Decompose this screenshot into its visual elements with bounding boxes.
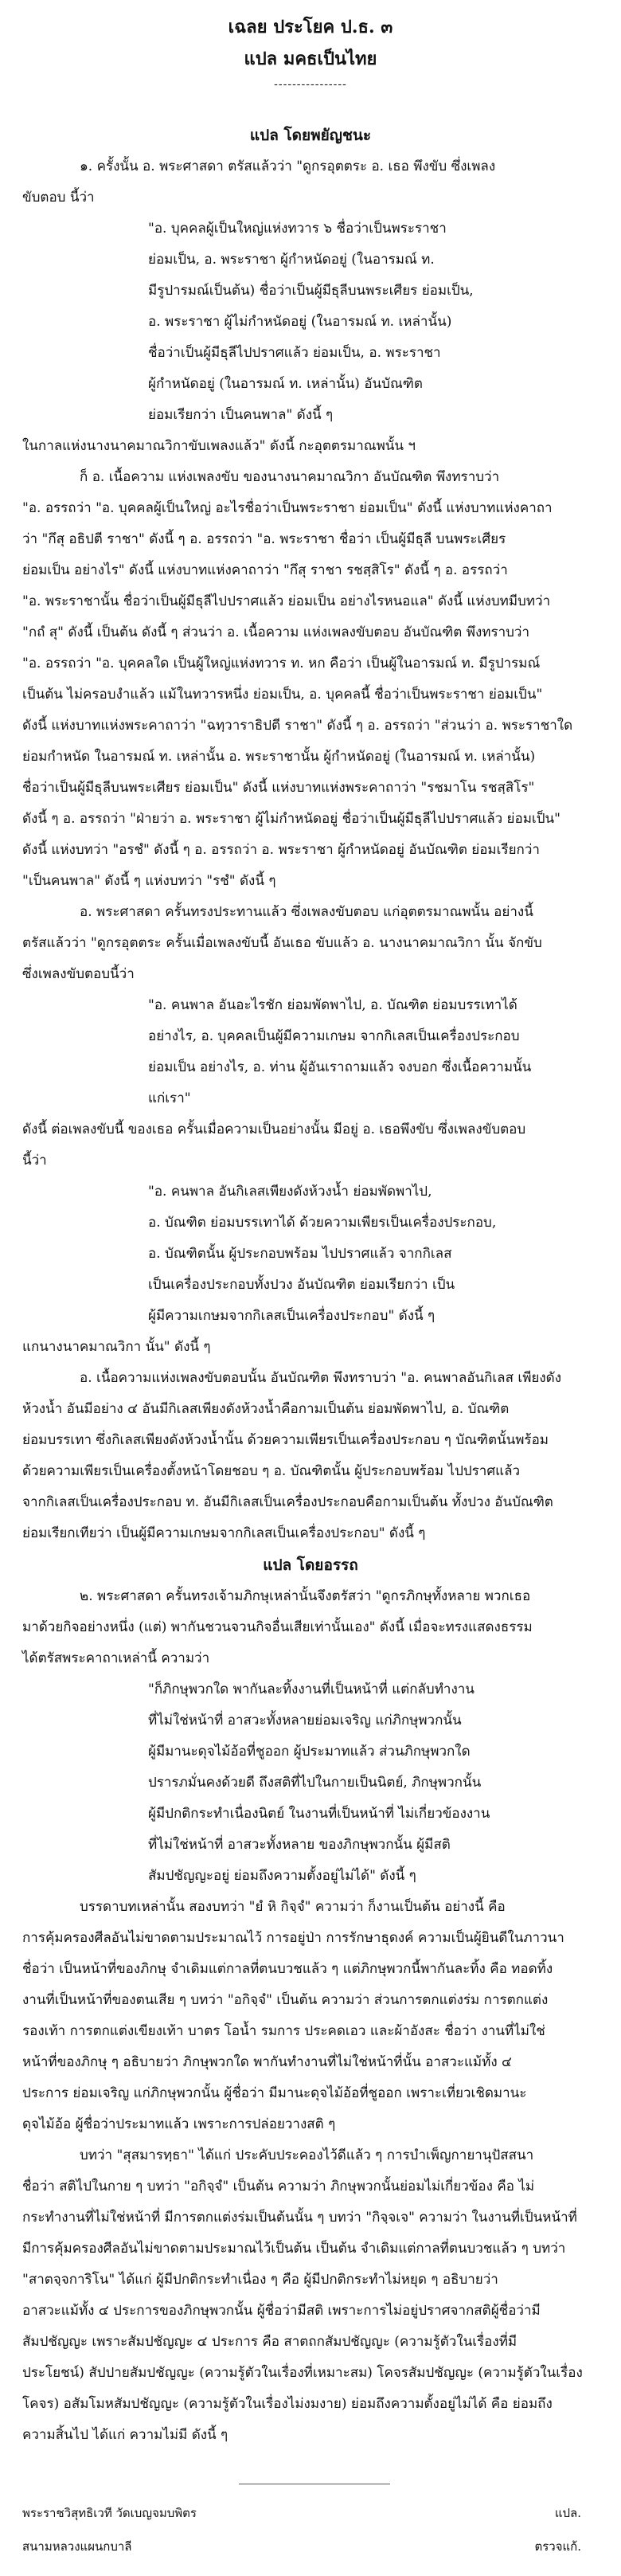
meaning-text-line: มีการคุ้มครองศีลอันไม่ขาดตามประมาณไว้เป็นต้น เป็นต้น จำเดิมแต่กาลที่ตนบวชแล้ว ๆ บทว่า <box>22 2241 566 2257</box>
literal-text-line: "เป็นคนพาล" ดังนี้ ๆ แห่งบทว่า "รชํ" ดังนี้ ๆ <box>22 873 276 889</box>
meaning-text-line: โคจร) อสัมโมหสัมปชัญญะ (ความรู้ตัวในเรื่องไม่งมงาย) ย่อมถึงความตั้งอยู่ไม่ได้ คือ ย่อมถึง <box>22 2396 553 2412</box>
literal-text-line: อ. พระศาสดา ครั้นทรงประทานแล้ว ซึ่งเพลงขับตอบ แก่อุตตรมาณพนั้น อย่างนี้ <box>80 904 533 920</box>
literal-text-line: ก็ อ. เนื้อความ แห่งเพลงขับ ของนางนาคมาณวิกา อันบัณฑิต พึงทราบว่า <box>80 469 500 485</box>
literal-text-line: "อ. อรรถว่า "อ. บุคคลใด เป็นผู้ใหญ่แห่งทวาร ท. หก คือว่า เป็นผู้ในอารมณ์ ท. มีรูปารมณ์ <box>22 656 541 671</box>
section-title-meaning: แปล โดยอรรถ <box>263 1556 358 1574</box>
literal-text-line: ชื่อว่าเป็นผู้มีธุลีไปปราศแล้ว ย่อมเป็น, อ. พระราชา <box>148 345 441 361</box>
page-subtitle: แปล มคธเป็นไทย <box>244 49 377 69</box>
section-title-literal: แปล โดยพยัญชนะ <box>249 127 372 144</box>
header <box>0 11 621 94</box>
meaning-text-line: รองเท้า การตกแต่งเขียงเท้า บาตร โอน้ำ รมการ ประคดเอว และผ้าอังสะ ชื่อว่า งานที่ไม่ใช่ <box>22 2023 545 2039</box>
meaning-text-line: ชื่อว่า สติไปในกาย ๆ บทว่า "อกิจฺจํ" เป็นต้น ความว่า ภิกษุพวกนั้นย่อมไม่เกี่ยวข้อง คือ ไม่ <box>22 2179 535 2194</box>
meaning-text-line: ที่ไม่ใช่หน้าที่ อาสวะทั้งหลาย ของภิกษุพวกนั้น ผู้มีสติ <box>148 1837 451 1853</box>
literal-text-line: ห้วงน้ำ อันมีอย่าง ๔ อันมีกิเลสเพียงดังห้วงน้ำคือกามเป็นต้น ย่อมพัดพาไป, อ. บัณฑิต <box>22 1401 510 1417</box>
meaning-text-line: ผู้มีมานะดุจไม้อ้อที่ชูออก ผู้ประมาทแล้ว ส่วนภิกษุพวกใด <box>148 1744 471 1760</box>
examiner-role: ตรวจแก้. <box>534 2539 581 2554</box>
meaning-text-line: กระทำงานที่ไม่ใช่หน้าที่ มีการตกแต่งร่มเป็นต้นนั้น ๆ บทว่า "กิจฺจเจ" ความว่า ในงานที่เป็นหน้าที่ <box>22 2210 577 2226</box>
translator-role: แปล. <box>554 2506 581 2520</box>
literal-text-line: ผู้กำหนัดอยู่ (ในอารมณ์ ท. เหล่านั้น) อันบัณฑิต <box>148 376 423 392</box>
literal-text-line: เป็นเครื่องประกอบทั้งปวง อันบัณฑิต ย่อมเรียกว่า เป็น <box>148 1277 455 1293</box>
literal-text-line: ๑. ครั้งนั้น อ. พระศาสดา ตรัสแล้วว่า "ดูกรอุตตระ อ. เธอ พึงขับ ซึ่งเพลง <box>80 159 496 174</box>
literal-text-line: ย่อมเรียกเทียว่า เป็นผู้มีความเกษมจากกิเลสเป็นเครื่องประกอบ" ดังนี้ ๆ <box>22 1525 426 1541</box>
literal-text-line: ย่อมเรียกว่า เป็นคนพาล" ดังนี้ ๆ <box>148 407 334 423</box>
meaning-text-line: ปรารภมั่นคงด้วยดี ถึงสติที่ไปในกายเป็นนิตย์, ภิกษุพวกนั้น <box>148 1775 482 1791</box>
literal-text-line: ย่อมเป็น อย่างไร" ดังนี้ แห่งบาทแห่งคาถาว่า "กึสุ ราชา รชสฺสิโร" ดังนี้ ๆ อ. อรรถว่า <box>22 562 508 578</box>
meaning-text-line: สัมปชัญญะ เพราะสัมปชัญญะ ๔ ประการ คือ สาตถกสัมปชัญญะ (ความรู้ตัวในเรื่องที่มี <box>22 2334 518 2350</box>
literal-text-line: "กถํ สุ" ดังนี้ เป็นต้น ดังนี้ ๆ ส่วนว่า อ. เนื้อความ แห่งเพลงขับตอบ อันบัณฑิต พึงทราบว่า <box>22 624 530 640</box>
examiner-office: สนามหลวงแผนกบาลี <box>22 2539 132 2554</box>
literal-text-line: อ. พระราชา ผู้ไม่กำหนัดอยู่ (ในอารมณ์ ท. เหล่านั้น) <box>148 314 452 330</box>
literal-text-line: ว่า "กึสุ อธิปตี ราชา" ดังนี้ ๆ อ. อรรถว่า "อ. พระราชา ชื่อว่า เป็นผู้มีธุลี บนพระเศียร <box>22 531 506 547</box>
literal-text-line: ย่อมกำหนัด ในอารมณ์ ท. เหล่านั้น อ. พระราชานั้น ผู้กำหนัดอยู่ (ในอารมณ์ ท. เหล่านั้น) <box>22 749 536 765</box>
meaning-text-line: การคุ้มครองศีลอันไม่ขาดตามประมาณไว้ การอยู่ป่า การรักษาธุดงค์ ความเป็นผู้ยินดีในภาวนา <box>22 1930 564 1946</box>
meaning-text-line: อาสวะแม้ทั้ง ๔ ประการของภิกษุพวกนั้น ผู้ชื่อว่ามีสติ เพราะการไม่อยู่ปราศจากสติผู้ชื่อว่ามี <box>22 2303 541 2319</box>
section-meaning-translation <box>0 1549 621 2451</box>
meaning-text-line: หน้าที่ของภิกษุ ๆ อธิบายว่า ภิกษุพวกใด พากันทำงานที่ไม่ใช่หน้าที่นั้น อาสวะแม้ทั้ง ๔ <box>22 2054 512 2070</box>
meaning-text-line: ชื่อว่า เป็นหน้าที่ของภิกษุ จำเดิมแต่กาลที่ตนบวชแล้ว ๆ แต่ภิกษุพวกนี้พากันละทิ้ง คือ ทอดทิ้ง <box>22 1961 553 1977</box>
literal-text-line: ย่อมเป็น อย่างไร, อ. ท่าน ผู้อันเราถามแล้ว จงบอก ซึ่งเนื้อความนั้น <box>148 1059 532 1075</box>
translator-name: พระราชวิสุทธิเวที วัดเบญจมบพิตร <box>22 2506 197 2520</box>
literal-text-line: เป็นต้น ไม่ครอบงำแล้ว แม้ในทวารหนึ่ง ย่อมเป็น, อ. บุคคลนี้ ชื่อว่าเป็นพระราชา ย่อมเป็น" <box>22 687 543 703</box>
literal-text-line: แก่เรา" <box>148 1090 191 1106</box>
page-title: เฉลย ประโยค ป.ธ. ๓ <box>228 17 393 37</box>
meaning-text-line: "ก็ภิกษุพวกใด พากันละทิ้งงานที่เป็นหน้าที่ แต่กลับทำงาน <box>148 1681 475 1697</box>
meaning-text-line: งานที่เป็นหน้าที่ของตนเสีย ๆ บทว่า "อกิจฺจํ" เป็นต้น ความว่า ส่วนการตกแต่งร่ม การตกแต่ง <box>22 1992 549 2008</box>
meaning-text-line: บรรดาบทเหล่านั้น สองบทว่า "ยํ หิ กิจฺจํ" ความว่า ก็งานเป็นต้น อย่างนี้ คือ <box>80 1899 506 1915</box>
literal-text-line: ด้วยความเพียรเป็นเครื่องตั้งหน้าโดยชอบ ๆ อ. บัณฑิตนั้น ผู้ประกอบพร้อม ไปปราศแล้ว <box>22 1463 521 1479</box>
meaning-text-line: ที่ไม่ใช่หน้าที่ อาสวะทั้งหลายย่อมเจริญ แก่ภิกษุพวกนั้น <box>148 1713 462 1728</box>
footer-row-1 <box>22 2503 596 2523</box>
literal-text-line: แกนางนาคมาณวิกา นั้น" ดังนี้ ๆ <box>22 1339 211 1355</box>
literal-text-line: อย่างไร, อ. บุคคลเป็นผู้มีความเกษม จากกิเลสเป็นเครื่องประกอบ <box>148 1028 520 1044</box>
dash-divider: ---------------- <box>274 78 347 91</box>
meaning-text-line: สัมปชัญญะอยู่ ย่อมถึงความตั้งอยู่ไม่ได้" ดังนี้ ๆ <box>148 1868 416 1884</box>
literal-text-line: ผู้มีความเกษมจากกิเลสเป็นเครื่องประกอบ" ดังนี้ ๆ <box>148 1308 435 1324</box>
meaning-text-line: ได้ตรัสพระคาถาเหล่านี้ ความว่า <box>22 1650 210 1666</box>
literal-text-line: ขับตอบ นี้ว่า <box>22 190 95 206</box>
meaning-text-line: มาด้วยกิจอย่างหนึ่ง (แต่) พากันชวนจวนกิจอื่นเสียเท่านั้นเอง" ดังนี้ เมื่อจะทรงแสดงธรรม <box>22 1619 533 1635</box>
literal-text-line: อ. เนื้อความแห่งเพลงขับตอบนั้น อันบัณฑิต พึงทราบว่า "อ. คนพาลอันกิเลส เพียงดัง <box>80 1370 562 1386</box>
literal-text-line: "อ. บุคคลผู้เป็นใหญ่แห่งทวาร ๖ ชื่อว่าเป็นพระราชา <box>148 221 447 237</box>
meaning-text-line: ผู้มีปกติกระทำเนื่องนิตย์ ในงานที่เป็นหน้าที่ ไม่เกี่ยวข้องงาน <box>148 1806 490 1822</box>
meaning-text-line: ดุจไม้อ้อ ผู้ชื่อว่าประมาทแล้ว เพราะการปล่อยวางสติ ๆ <box>22 2116 336 2132</box>
literal-text-line: ย่อมเป็น, อ. พระราชา ผู้กำหนัดอยู่ (ในอารมณ์ ท. <box>148 252 435 268</box>
meaning-text-line: "สาตจฺจการิโน" ได้แก่ ผู้มีปกติกระทำเนื่อง ๆ คือ ผู้มีปกติกระทำไม่หยุด ๆ อธิบายว่า <box>22 2272 498 2288</box>
literal-text-line: ดังนี้ แห่งบทว่า "อรชํ" ดังนี้ ๆ อ. อรรถว่า อ. พระราชา ผู้กำหนัดอยู่ อันบัณฑิต ย่อมเรียกว่า <box>22 842 540 858</box>
section-literal-translation <box>0 119 621 1549</box>
literal-text-line: ดังนี้ ๆ อ. อรรถว่า "ฝ่ายว่า อ. พระราชา ผู้ไม่กำหนัดอยู่ ชื่อว่าเป็นผู้มีธุลีไปปราศแล้ว ย่อมเป็น" <box>22 811 560 827</box>
meaning-text-line: ความสิ้นไป ได้แก่ ความไม่มี ดังนี้ ๆ <box>22 2427 228 2443</box>
meaning-text-line: ประโยชน์) สัปปายสัมปชัญญะ (ความรู้ตัวในเรื่องที่เหมาะสม) โคจรสัมปชัญญะ (ความรู้ตัวในเรื่อง <box>22 2365 583 2381</box>
literal-text-line: ดังนี้ ต่อเพลงขับนี้ ของเธอ ครั้นเมื่อความเป็นอย่างนั้น มีอยู่ อ. เธอพึงขับ ซึ่งเพลงขับตอบ <box>22 1122 526 1137</box>
literal-text-line: มีรูปารมณ์เป็นต้น) ชื่อว่าเป็นผู้มีธุลีบนพระเศียร ย่อมเป็น, <box>148 283 474 299</box>
footer-row-2 <box>22 2536 596 2557</box>
literal-text-line: จากกิเลสเป็นเครื่องประกอบ ท. อันมีกิเลสเป็นเครื่องประกอบคือกามเป็นต้น ทั้งปวง อันบัณฑิต <box>22 1494 553 1510</box>
section-meaning-body <box>0 1581 621 2451</box>
literal-text-line: ซึ่งเพลงขับตอบนี้ว่า <box>22 966 135 982</box>
literal-text-line: อ. บัณฑิต ย่อมบรรเทาได้ ด้วยความเพียรเป็นเครื่องประกอบ, <box>148 1215 497 1231</box>
literal-text-line: "อ. พระราชานั้น ชื่อว่าเป็นผู้มีธุลีไปปราศแล้ว ย่อมเป็น อย่างไรหนอแล" ดังนี้ แห่งบทมีบทว่า <box>22 593 551 609</box>
literal-text-line: ชื่อว่าเป็นผู้มีธุลีบนพระเศียร ย่อมเป็น" ดังนี้ แห่งบาทแห่งพระคาถาว่า "รชมาโน รชสฺสิโร" <box>22 780 535 796</box>
literal-text-line: ตรัสแล้วว่า "ดูกรอุตตระ ครั้นเมื่อเพลงขับนี้ อันเธอ ขับแล้ว อ. นางนาคมาณวิกา นั้น จักขับ <box>22 935 542 951</box>
section-literal-body <box>0 151 621 1549</box>
literal-text-line: ย่อมบรรเทา ซึ่งกิเลสเพียงดังห้วงน้ำนั้น ด้วยความเพียรเป็นเครื่องประกอบ ๆ บัณฑิตนั้นพร้อม <box>22 1432 549 1448</box>
literal-text-line: "อ. คนพาล อันอะไรชัก ย่อมพัดพาไป, อ. บัณฑิต ย่อมบรรเทาได้ <box>148 997 518 1013</box>
meaning-text-line: ประการ ย่อมเจริญ แก่ภิกษุพวกนั้น ผู้ชื่อว่า มีมานะดุจไม้อ้อที่ชูออก เพราะเที่ยวเชิดมานะ <box>22 2085 527 2101</box>
literal-text-line: "อ. คนพาล อันกิเลสเพียงดังห้วงน้ำ ย่อมพัดพาไป, <box>148 1184 432 1200</box>
literal-text-line: ดังนี้ แห่งบาทแห่งพระคาถาว่า "ฉทฺวาราธิปตี ราชา" ดังนี้ ๆ อ. อรรถว่า "ส่วนว่า อ. พระราชาใด <box>22 718 573 734</box>
literal-text-line: อ. บัณฑิตนั้น ผู้ประกอบพร้อม ไปปราศแล้ว จากกิเลส <box>148 1246 452 1262</box>
literal-text-line: "อ. อรรถว่า "อ. บุคคลผู้เป็นใหญ่ อะไรชื่อว่าเป็นพระราชา ย่อมเป็น" ดังนี้ แห่งบาทแห่งคาถา <box>22 500 553 516</box>
meaning-text-line: ๒. พระศาสดา ครั้นทรงเจ้ามภิกษุเหล่านั้นจึงตรัสว่า "ดูกรภิกษุทั้งหลาย พวกเธอ <box>80 1588 531 1604</box>
literal-text-line: นี้ว่า <box>22 1153 47 1169</box>
meaning-text-line: บทว่า "สุสมารทฺธา" ได้แก่ ประคับประคองไว้ดีแล้ว ๆ การบำเพ็ญกายานุปัสสนา <box>80 2147 534 2163</box>
literal-text-line: ในกาลแห่งนางนาคมาณวิกาขับเพลงแล้ว" ดังนี้ กะอุตตรมาณพนั้น ฯ <box>22 438 416 454</box>
